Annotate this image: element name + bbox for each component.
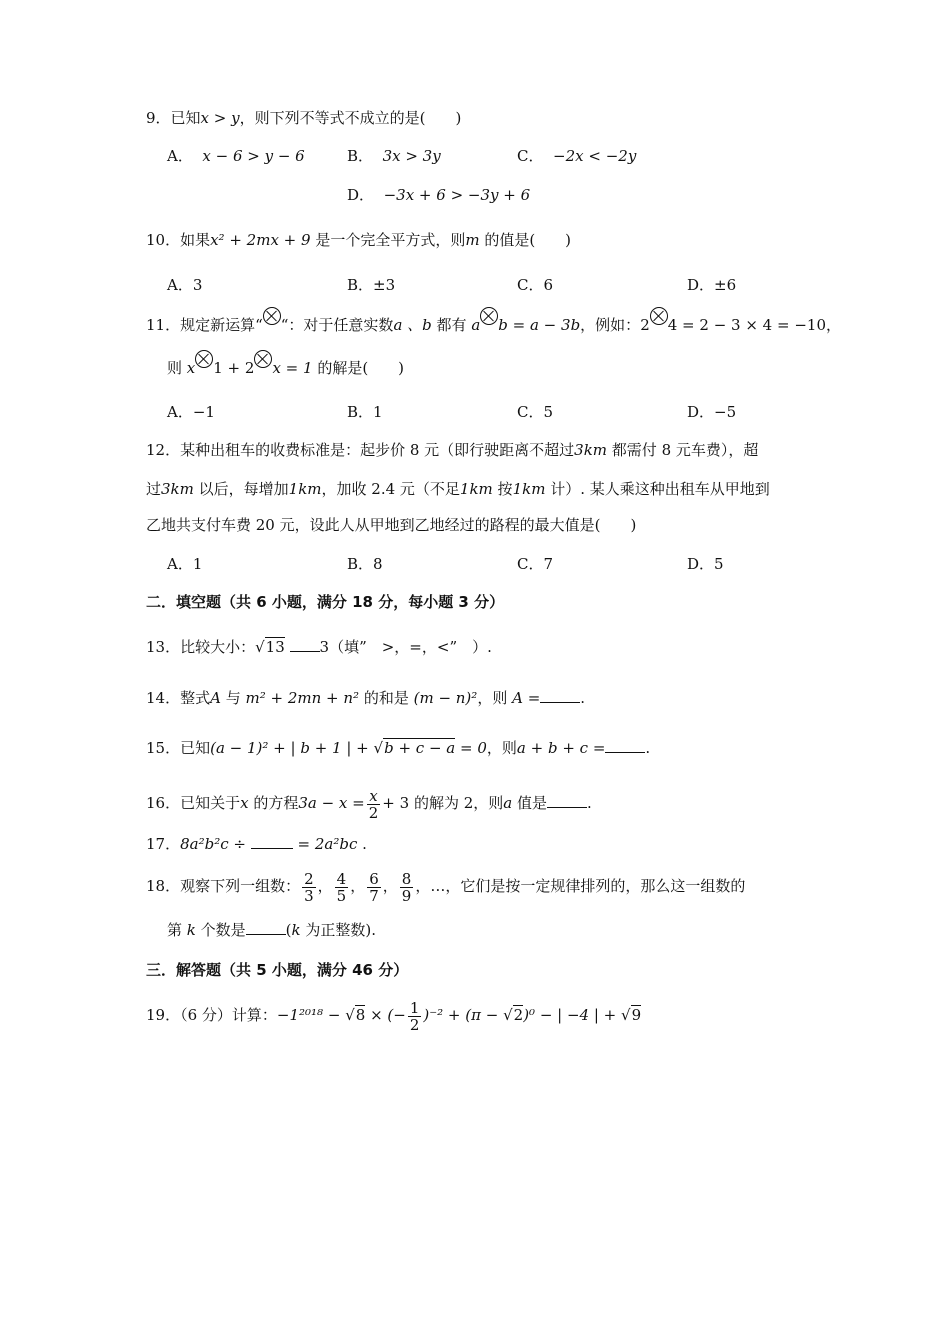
q16-fraction <box>367 788 381 821</box>
q9-option-c-expr: −2x < −2y <box>553 147 637 165</box>
q12-option-a[interactable]: A．1 <box>167 555 203 573</box>
q19-e3: )⁻² + (π − <box>423 1006 504 1024</box>
q9-option-c-label: C． <box>517 147 544 165</box>
q19-e4: )⁰ − | −4 | + <box>523 1006 622 1024</box>
q12-line2b: 以后，每增加 <box>193 480 289 498</box>
q18-prefix: 18．观察下列一组数： <box>146 877 301 895</box>
q12-line2c: ，加收 2.4 元（不足 <box>321 480 460 498</box>
q14-ans: A = <box>512 689 541 707</box>
q17-prefix: 17． <box>146 835 181 853</box>
q16-x: x <box>240 794 249 812</box>
q14-expr: m² + 2mn + n² <box>245 689 360 707</box>
q16-mid2: 的解为 2，则 <box>409 794 504 812</box>
q19-e2: × (− <box>365 1006 406 1024</box>
q17-end: . <box>362 835 367 853</box>
q18-suffix: ，…，它们是按一定规律排列的，那么这一组数的 <box>415 877 746 895</box>
q10-prefix: 10．如果 <box>146 231 211 249</box>
q14-end: . <box>580 689 586 707</box>
question-14 <box>146 688 585 708</box>
q11-line2-prefix: 则 <box>167 359 187 377</box>
q19-r3: 9 <box>631 1006 642 1024</box>
q16-suffix: 值是 <box>512 794 547 812</box>
question-18-line2 <box>167 920 376 940</box>
q19-r2: 2 <box>513 1006 524 1024</box>
q11-option-a[interactable]: A．−1 <box>167 403 215 421</box>
q15-expr1: (a − 1)² + | b + 1 | + <box>210 739 374 757</box>
q11-option-c[interactable]: C．5 <box>517 403 554 421</box>
separator: ， <box>382 877 398 895</box>
q11-prefix: 11．规定新运算“ <box>146 316 263 334</box>
q10-mid: 是一个完全平方式，则 <box>310 231 466 249</box>
q14-prefix: 14．整式 <box>146 689 211 707</box>
q9-condition: x > y <box>200 109 240 127</box>
q13-answer-blank[interactable] <box>290 637 320 652</box>
q11-mid1: “：对于任意实数 <box>280 316 394 334</box>
q14-mid2: 的和是 <box>359 689 414 707</box>
question-13: 13．比较大小：√13 3（填” >，=，<” ）. <box>146 638 492 656</box>
q10-expr: x² + 2mx + 9 <box>210 231 311 249</box>
q9-option-a[interactable] <box>167 146 305 166</box>
q11-mid3: ，例如： <box>580 316 641 334</box>
question-16 <box>146 786 592 821</box>
q10-option-b[interactable]: B．±3 <box>347 276 396 294</box>
q12-line2a: 过 <box>146 480 162 498</box>
q10-suffix: 的值是( ) <box>479 231 572 249</box>
q12-line2d: 按 <box>492 480 513 498</box>
q14-suffix: ，则 <box>477 689 513 707</box>
q9-option-a-expr: x − 6 > y − 6 <box>202 147 305 165</box>
q18-line2a: 第 <box>167 921 183 939</box>
fraction-denominator: 9 <box>401 886 412 905</box>
section-answer-heading: 三．解答题（共 5 小题，满分 46 分） <box>146 961 409 979</box>
q16-a: a <box>503 794 513 812</box>
q11-eq-end: x = 1 <box>272 359 313 377</box>
q16-num: x <box>367 788 381 805</box>
q19-prefix: 19．（6 分）计算： <box>146 1006 277 1024</box>
separator: ， <box>317 877 333 895</box>
question-10-stem <box>146 230 571 250</box>
q11-ex-a: 2 <box>640 316 650 334</box>
q18-line2b: 个数是 <box>195 921 246 939</box>
question-18-line1 <box>146 868 745 904</box>
question-9-stem <box>146 108 461 128</box>
q11-option-d[interactable]: D．−5 <box>687 403 737 421</box>
q18-answer-blank[interactable] <box>246 920 286 935</box>
q10-option-c[interactable]: C．6 <box>517 276 554 294</box>
q9-prefix: 9．已知 <box>146 109 201 127</box>
q17-expr: 8a²b²c ÷ <box>180 835 246 853</box>
fraction-numerator: 8 <box>401 869 412 888</box>
q19-r1: 8 <box>355 1006 366 1024</box>
section-fill-in-heading: 二．填空题（共 6 小题，满分 18 分，每小题 3 分） <box>146 593 505 611</box>
q14-var-a: A <box>210 689 221 707</box>
q12-option-b[interactable]: B．8 <box>347 555 383 573</box>
q13-mid: 3（填” >，=，<” ）. <box>319 638 492 656</box>
q18-fraction <box>400 871 414 904</box>
q16-end: . <box>587 794 592 812</box>
q12-line2e: 计）. 某人乘这种出租车从甲地到 <box>545 480 770 498</box>
q18-fraction <box>302 871 316 904</box>
q9-option-d-label: D． <box>347 186 375 204</box>
q12-km2: 3km <box>161 480 194 498</box>
q16-den: 2 <box>368 803 379 822</box>
q13-radicand: 13 <box>265 638 285 656</box>
q9-option-a-label: A． <box>167 147 193 165</box>
q15-mid: ，则 <box>486 739 517 757</box>
otimes-icon <box>254 350 272 368</box>
q9-suffix: ，则下列不等式不成立的是( ) <box>239 109 462 127</box>
question-12-line3: 乙地共支付车费 20 元，设此人从甲地到乙地经过的路程的最大值是( ) <box>146 516 637 534</box>
fraction-numerator: 2 <box>304 869 314 888</box>
q15-end: . <box>645 739 651 757</box>
q18-fraction <box>367 871 381 904</box>
q19-fd: 2 <box>409 1015 420 1034</box>
q14-answer-blank[interactable] <box>540 688 580 703</box>
question-17 <box>146 834 367 854</box>
q15-prefix: 15．已知 <box>146 739 211 757</box>
q11-eq-x: x <box>186 359 196 377</box>
q19-fraction <box>408 1000 422 1033</box>
q12-option-c[interactable]: C．7 <box>517 555 554 573</box>
q9-option-d-expr: −3x + 6 > −3y + 6 <box>383 186 531 204</box>
question-12-line1 <box>146 440 758 460</box>
q16-rhs: + 3 <box>382 794 410 812</box>
q16-answer-blank[interactable] <box>547 793 587 808</box>
otimes-icon <box>195 350 213 368</box>
otimes-icon <box>263 307 281 325</box>
q18-fraction-list <box>300 869 415 905</box>
q10-var: m <box>465 231 480 249</box>
q15-expr2: = 0 <box>455 739 487 757</box>
q11-def-a: a <box>471 316 481 334</box>
q18-line2d: 为正整数). <box>300 921 377 939</box>
q11-line2-suffix: 的解是( ) <box>312 359 405 377</box>
q14-mid: 与 <box>220 689 246 707</box>
fraction-denominator: 3 <box>304 886 314 905</box>
q12-line1b: 都需付 8 元车费），超 <box>607 441 759 459</box>
q11-def-b: b = a − 3b <box>498 316 581 334</box>
q10-option-a[interactable]: A．3 <box>167 276 203 294</box>
q11-ex-b: 4 = 2 − 3 × 4 = −10， <box>667 316 841 334</box>
q11-mid2: 都有 <box>431 316 472 334</box>
question-11-line2 <box>167 358 404 378</box>
q9-option-c[interactable] <box>517 146 636 166</box>
q9-option-d[interactable] <box>347 185 530 205</box>
otimes-icon <box>480 307 498 325</box>
q16-mid: 的方程 <box>248 794 299 812</box>
q9-option-b[interactable] <box>347 146 441 166</box>
otimes-icon <box>650 307 668 325</box>
q11-vars: a 、b <box>393 316 432 334</box>
q10-option-d[interactable]: D．±6 <box>687 276 737 294</box>
fraction-denominator: 5 <box>336 886 347 905</box>
question-15: 15．已知(a − 1)² + | b + 1 | + √b + c − a = 0，则a + b + c = . <box>146 739 651 757</box>
q17-rhs: = 2a²bc <box>297 835 358 853</box>
fraction-numerator: 4 <box>336 869 347 888</box>
q18-k2: k <box>291 921 301 939</box>
q12-option-d[interactable]: D．5 <box>687 555 724 573</box>
question-11-line1 <box>146 315 841 335</box>
q11-option-b[interactable]: B．1 <box>347 403 383 421</box>
fraction-numerator: 6 <box>369 869 379 888</box>
question-12-line2 <box>146 479 770 499</box>
q12-km4: 1km <box>459 480 493 498</box>
q12-km5: 1km <box>512 480 546 498</box>
q9-option-b-label: B． <box>347 147 374 165</box>
q18-line2c: ( <box>285 921 292 939</box>
q14-sum: (m − n)² <box>413 689 478 707</box>
q19-e1: −1²⁰¹⁸ − <box>276 1006 346 1024</box>
question-19: 19．（6 分）计算：−1²⁰¹⁸ − √8 × (− $\frac{1}{2}$ )⁻² + (π − √2)⁰ − | −4 | + √9 <box>146 998 642 1034</box>
q15-expr3: a + b + c = <box>516 739 606 757</box>
separator: ， <box>350 877 366 895</box>
q11-eq-mid: 1 + 2 <box>213 359 255 377</box>
q9-option-b-expr: 3x > 3y <box>382 147 441 165</box>
q15-answer-blank[interactable] <box>605 738 645 753</box>
q18-k: k <box>186 921 196 939</box>
q12-km1: 3km <box>574 441 608 459</box>
q16-prefix: 16．已知关于 <box>146 794 241 812</box>
q15-radicand: b + c − a <box>384 739 456 757</box>
q17-answer-blank[interactable] <box>251 834 293 849</box>
q18-fraction <box>335 871 349 904</box>
q16-lhs: 3a − x = <box>298 794 365 812</box>
q13-prefix: 13．比较大小： <box>146 638 256 656</box>
q12-line1: 12．某种出租车的收费标准是：起步价 8 元（即行驶距离不超过 <box>146 441 575 459</box>
q12-km3: 1km <box>288 480 322 498</box>
fraction-denominator: 7 <box>369 886 379 905</box>
q19-fn: 1 <box>409 998 420 1017</box>
